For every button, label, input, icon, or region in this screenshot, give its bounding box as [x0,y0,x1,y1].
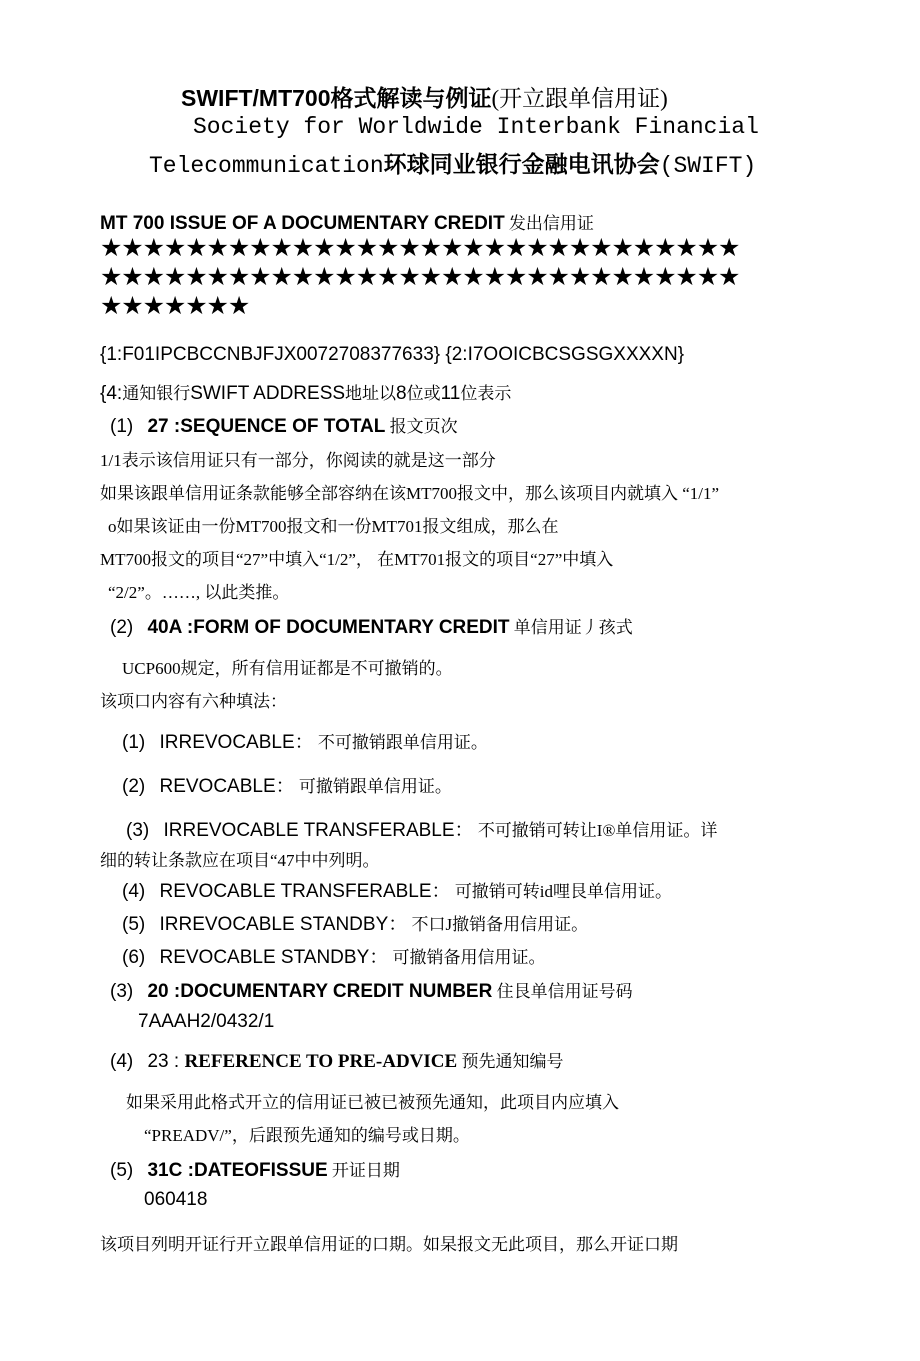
field-31c-para-1: 该项目列明开证行开立跟单信用证的口期。如杲报文无此项目，那么开证口期 [100,1235,678,1254]
heading-cn: 发出信用证 [504,214,594,233]
field-23-heading: (4) 23 : REFERENCE TO PRE-ADVICE 预先通知编号 [110,1051,564,1072]
field-31c-value: 060418 [144,1189,208,1210]
basic-header-block: {1:F01IPCBCCNBJFJX0072708377633} {2:I7OOICBCSGSGXXXXN} [100,344,685,365]
field-27-para-1: 1/1表示该信用证只有一部分，你阅读的就是这一部分 [100,451,496,470]
field-31c-heading: (5) 31C :DATEOFISSUE 开证日期 [110,1160,400,1181]
stars-row-2: ★★★★★★★★★★★★★★★★★★★★★★★★★★★★★★ [100,264,740,291]
heading-en: MT 700 ISSUE OF A DOCUMENTARY CREDIT [100,213,505,234]
field-27-para-5: “2/2”。……, 以此类推。 [108,583,290,602]
title-main: SWIFT/MT700格式解读与例证 [181,85,492,111]
field-27-para-4: MT700报文的项目“27”中填入“1/2”， 在MT701报文的项目“27”中填入 [100,550,614,569]
field-27-para-3: o如果该证由一份MT700报文和一份MT701报文组成，那么在 [108,517,559,536]
field-40a-para-2: 该项口内容有六种填法： [100,692,287,711]
block4-line: {4:通知银行SWIFT ADDRESS地址以8位或11位表示 [100,383,512,404]
field-27-heading: (1) 27 :SEQUENCE OF TOTAL 报文页次 [110,416,458,437]
subtitle-cn: 环球同业银行金融电讯协会 [383,151,660,177]
stars-row-1: ★★★★★★★★★★★★★★★★★★★★★★★★★★★★★★ [100,235,740,262]
subtitle-swift: (SWIFT) [659,153,757,179]
title-paren: (开立跟单信用证) [491,86,668,111]
field-23-para-2: “PREADV/”，后跟预先通知的编号或日期。 [144,1126,470,1145]
form-option-5: (5) IRREVOCABLE STANDBY： 不口J撤销备用信用证。 [122,914,589,935]
subtitle-telecom: Telecommunication [149,153,384,179]
subtitle-line-2 [149,146,756,179]
document-title [181,80,668,113]
form-option-3-continued: 细的转让条款应在项目“47中中列明。 [100,851,380,870]
field-27-para-2: 如果该跟单信用证条款能够全部容纳在该MT700报文中，那么该项目内就填入 “1/1” [100,484,720,503]
subtitle-line-1: Society for Worldwide Interbank Financial [193,114,759,140]
section-heading [100,209,594,235]
field-20-value: 7AAAH2/0432/1 [138,1011,275,1032]
field-40a-heading: (2) 40A :FORM OF DOCUMENTARY CREDIT 单信用证丿孩式 [110,617,633,638]
form-option-2: (2) REVOCABLE： 可撤销跟单信用证。 [122,776,452,797]
stars-divider [100,234,739,321]
form-option-1: (1) IRREVOCABLE： 不可撤销跟单信用证。 [122,732,488,753]
stars-row-3: ★★★★★★★ [100,293,250,320]
field-20-heading: (3) 20 :DOCUMENTARY CREDIT NUMBER 住艮单信用证号码 [110,981,633,1002]
form-option-3: (3) IRREVOCABLE TRANSFERABLE： 不可撤销可转让I®单信用证。详 [126,820,718,841]
form-option-4: (4) REVOCABLE TRANSFERABLE： 可撤销可转id哩艮单信用证。 [122,881,673,902]
form-option-6: (6) REVOCABLE STANDBY： 可撤销备用信用证。 [122,947,546,968]
field-23-para-1: 如果采用此格式开立的信用证已被已被预先通知，此项目内应填入 [126,1093,619,1112]
field-40a-para-1: UCP600规定，所有信用证都是不可撤销的。 [122,659,453,678]
